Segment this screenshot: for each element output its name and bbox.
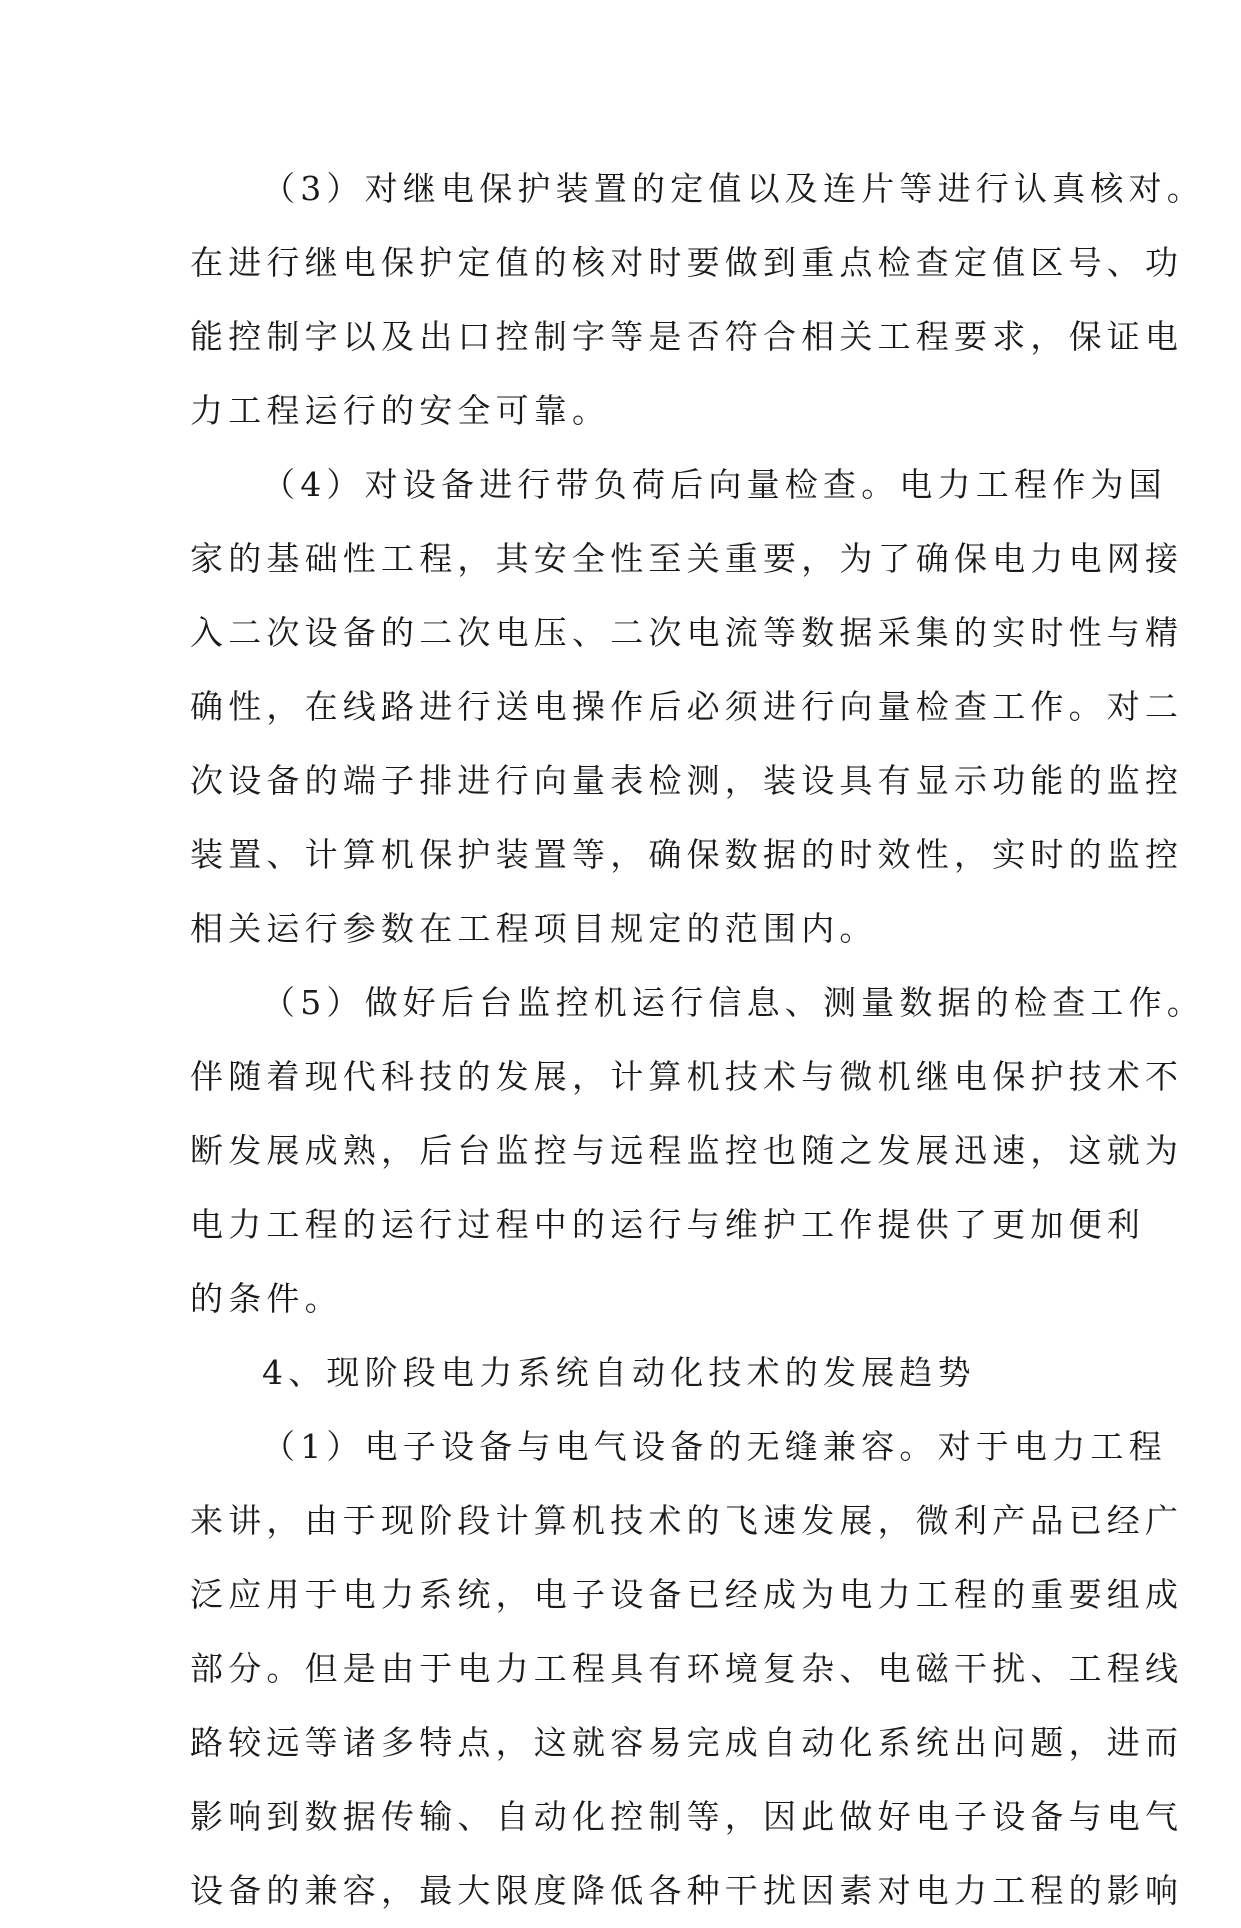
text-line: 部分。但是由于电力工程具有环境复杂、电磁干扰、工程线 (190, 1649, 1184, 1688)
text-line: 影响到数据传输、自动化控制等，因此做好电子设备与电气 (190, 1797, 1184, 1836)
text-line: 入二次设备的二次电压、二次电流等数据采集的实时性与精 (190, 613, 1184, 652)
text-line: 相关运行参数在工程项目规定的范围内。 (190, 909, 878, 948)
body-text (190, 152, 1205, 1928)
text-line: （1）电子设备与电气设备的无缝兼容。对于电力工程 (262, 1427, 1167, 1466)
text-line: 确性，在线路进行送电操作后必须进行向量检查工作。对二 (190, 687, 1184, 726)
text-line: 电力工程的运行过程中的运行与维护工作提供了更加便利 (190, 1205, 1145, 1244)
text-line: 路较远等诸多特点，这就容易完成自动化系统出问题，进而 (190, 1723, 1184, 1762)
text-line: 来讲，由于现阶段计算机技术的飞速发展，微利产品已经广 (190, 1501, 1184, 1540)
text-line: 在进行继电保护定值的核对时要做到重点检查定值区号、功 (190, 243, 1184, 282)
text-line: 装置、计算机保护装置等，确保数据的时效性，实时的监控 (190, 835, 1184, 874)
text-line: （5）做好后台监控机运行信息、测量数据的检查工作。 (262, 983, 1205, 1022)
text-line: 力工程运行的安全可靠。 (190, 391, 611, 430)
text-line: （4）对设备进行带负荷后向量检查。电力工程作为国 (262, 465, 1167, 504)
text-line: 断发展成熟，后台监控与远程监控也随之发展迅速，这就为 (190, 1131, 1184, 1170)
text-line: （3）对继电保护装置的定值以及连片等进行认真核对。 (262, 169, 1205, 208)
section-heading: 4、现阶段电力系统自动化技术的发展趋势 (262, 1353, 976, 1392)
text-line: 泛应用于电力系统，电子设备已经成为电力工程的重要组成 (190, 1575, 1184, 1614)
text-line: 伴随着现代科技的发展，计算机技术与微机继电保护技术不 (190, 1057, 1184, 1096)
text-line: 家的基础性工程，其安全性至关重要，为了确保电力电网接 (190, 539, 1184, 578)
text-line: 能控制字以及出口控制字等是否符合相关工程要求，保证电 (190, 317, 1184, 356)
text-line: 设备的兼容，最大限度降低各种干扰因素对电力工程的影响 (190, 1871, 1184, 1910)
text-line: 的条件。 (190, 1279, 343, 1318)
text-line: 次设备的端子排进行向量表检测，装设具有显示功能的监控 (190, 761, 1184, 800)
